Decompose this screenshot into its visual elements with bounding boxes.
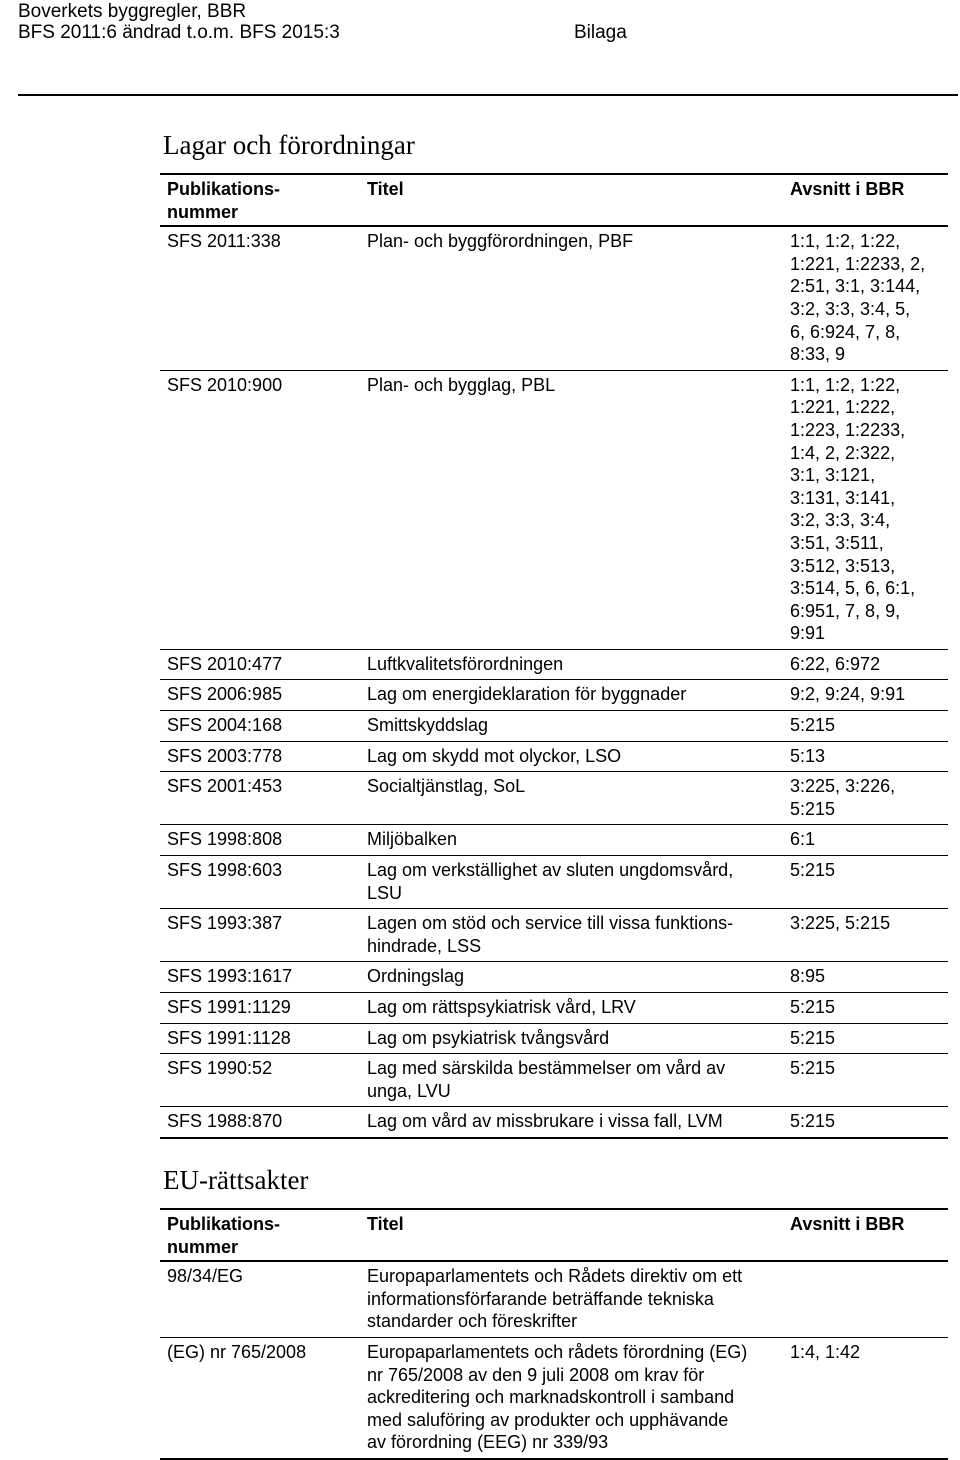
bbr-section-cell bbox=[786, 772, 948, 825]
cell-text: 3:225, 5:215 bbox=[790, 913, 891, 934]
cell-text: 1:221, 1:2233, 2, bbox=[790, 253, 926, 274]
title-cell bbox=[360, 909, 786, 962]
column-header-title bbox=[360, 174, 786, 226]
title-cell bbox=[360, 1054, 786, 1107]
table-header-row bbox=[160, 1209, 948, 1261]
cell-text: Miljöbalken bbox=[367, 829, 458, 850]
cell-text: SFS 2010:900 bbox=[167, 374, 283, 395]
title-cell bbox=[360, 741, 786, 772]
publication-number-cell bbox=[160, 1023, 360, 1054]
publication-number-cell bbox=[160, 1261, 360, 1337]
cell-text: 6:951, 7, 8, 9, bbox=[790, 600, 901, 621]
table-row bbox=[160, 909, 948, 962]
table-row bbox=[160, 226, 948, 370]
table-row bbox=[160, 993, 948, 1024]
cell-text: Europaparlamentets och Rådets direktiv om ett bbox=[367, 1266, 743, 1287]
page-header bbox=[18, 0, 958, 96]
bbr-section-cell bbox=[786, 993, 948, 1024]
publication-number-cell bbox=[160, 711, 360, 742]
cell-text: Lag om verkställighet av sluten ungdomsvård, bbox=[367, 860, 734, 881]
table-row bbox=[160, 741, 948, 772]
bbr-section-cell bbox=[786, 825, 948, 856]
publication-number-cell bbox=[160, 370, 360, 649]
cell-text: 98/34/EG bbox=[167, 1266, 244, 1287]
cell-text: SFS 2004:168 bbox=[167, 715, 283, 736]
cell-text: 3:2, 3:3, 3:4, bbox=[790, 510, 891, 531]
cell-text: 3:2, 3:3, 3:4, 5, bbox=[790, 298, 911, 319]
cell-text: SFS 2010:477 bbox=[167, 653, 283, 674]
publication-number-cell bbox=[160, 1337, 360, 1458]
publication-number-cell bbox=[160, 1054, 360, 1107]
publication-number-cell bbox=[160, 825, 360, 856]
cell-text: Lag om vård av missbrukare i vissa fall, LVM bbox=[367, 1111, 723, 1132]
cell-text: 8:95 bbox=[790, 966, 826, 987]
eu-acts-table-header bbox=[160, 1209, 948, 1261]
table-row bbox=[160, 1054, 948, 1107]
publication-number-cell bbox=[160, 680, 360, 711]
bbr-section-cell bbox=[786, 370, 948, 649]
publication-number-cell bbox=[160, 993, 360, 1024]
column-header-bbr-section bbox=[786, 1209, 948, 1261]
publication-number-cell bbox=[160, 226, 360, 370]
cell-text: SFS 1993:1617 bbox=[167, 966, 293, 987]
cell-text: 5:215 bbox=[790, 1058, 836, 1079]
title-cell bbox=[360, 1023, 786, 1054]
cell-text: Lag med särskilda bestämmelser om vård av bbox=[367, 1058, 726, 1079]
cell-text: av förordning (EEG) nr 339/93 bbox=[367, 1432, 609, 1453]
bbr-section-cell bbox=[786, 1107, 948, 1138]
title-cell bbox=[360, 1261, 786, 1337]
cell-text: (EG) nr 765/2008 bbox=[167, 1341, 307, 1362]
table-row bbox=[160, 370, 948, 649]
cell-text: 9:91 bbox=[790, 623, 826, 644]
bbr-section-cell bbox=[786, 680, 948, 711]
cell-text: SFS 1988:870 bbox=[167, 1111, 283, 1132]
cell-text: Europaparlamentets och rådets förordning (EG) bbox=[367, 1341, 748, 1362]
laws-table-body bbox=[160, 226, 948, 1138]
cell-text: unga, LVU bbox=[367, 1080, 451, 1101]
column-header-text: nummer bbox=[167, 201, 239, 222]
bbr-section-cell bbox=[786, 909, 948, 962]
cell-text: ackreditering och marknadskontroll i samband bbox=[367, 1387, 735, 1408]
cell-text: 1:1, 1:2, 1:22, bbox=[790, 231, 901, 252]
cell-text: 3:131, 3:141, bbox=[790, 487, 896, 508]
publication-number-cell bbox=[160, 909, 360, 962]
header-publication-title: Boverkets byggregler, BBR bbox=[18, 1, 247, 22]
title-cell bbox=[360, 226, 786, 370]
table-row bbox=[160, 680, 948, 711]
table-row bbox=[160, 772, 948, 825]
bbr-section-cell bbox=[786, 711, 948, 742]
laws-table bbox=[160, 173, 948, 1139]
cell-text: 6, 6:924, 7, 8, bbox=[790, 321, 901, 342]
table-row bbox=[160, 962, 948, 993]
header-publication-version: BFS 2011:6 ändrad t.o.m. BFS 2015:3 bbox=[18, 22, 340, 43]
eu-acts-table bbox=[160, 1208, 948, 1460]
title-cell bbox=[360, 1107, 786, 1138]
column-header-text: nummer bbox=[167, 1236, 239, 1257]
column-header-text: Avsnitt i BBR bbox=[790, 179, 905, 199]
column-header-text: Avsnitt i BBR bbox=[790, 1214, 905, 1234]
cell-text: 5:13 bbox=[790, 745, 826, 766]
column-header-number bbox=[160, 174, 360, 226]
cell-text: SFS 1998:603 bbox=[167, 860, 283, 881]
cell-text: med saluföring av produkter och upphävande bbox=[367, 1409, 729, 1430]
cell-text: 5:215 bbox=[790, 1111, 836, 1132]
column-header-text: Publikations- bbox=[167, 1214, 281, 1234]
cell-text: 3:512, 3:513, bbox=[790, 555, 896, 576]
table-row bbox=[160, 1023, 948, 1054]
table-row bbox=[160, 1261, 948, 1337]
bbr-section-cell bbox=[786, 226, 948, 370]
cell-text: 5:215 bbox=[790, 715, 836, 736]
cell-text: 3:51, 3:511, bbox=[790, 532, 884, 553]
cell-text: 3:1, 3:121, bbox=[790, 465, 876, 486]
table-header-row bbox=[160, 174, 948, 226]
table-row bbox=[160, 1337, 948, 1458]
column-header-title bbox=[360, 1209, 786, 1261]
cell-text: Plan- och byggförordningen, PBF bbox=[367, 231, 634, 252]
bbr-section-cell bbox=[786, 1023, 948, 1054]
cell-text: Lag om psykiatrisk tvångsvård bbox=[367, 1027, 610, 1048]
cell-text: 3:514, 5, 6, 6:1, bbox=[790, 578, 916, 599]
cell-text: 1:4, 1:42 bbox=[790, 1341, 861, 1362]
publication-number-cell bbox=[160, 856, 360, 909]
title-cell bbox=[360, 711, 786, 742]
table-row bbox=[160, 711, 948, 742]
cell-text: Lagen om stöd och service till vissa funktions- bbox=[367, 913, 734, 934]
section-heading-eu-acts: EU-rättsakter bbox=[163, 1165, 309, 1195]
cell-text: 3:225, 3:226, bbox=[790, 776, 896, 797]
publication-number-cell bbox=[160, 741, 360, 772]
bbr-section-cell bbox=[786, 856, 948, 909]
cell-text: Socialtjänstlag, SoL bbox=[367, 776, 526, 797]
header-appendix-label: Bilaga bbox=[574, 22, 627, 43]
bbr-section-cell bbox=[786, 962, 948, 993]
cell-text: 6:1 bbox=[790, 829, 816, 850]
cell-text: Ordningslag bbox=[367, 966, 465, 987]
bbr-section-cell bbox=[786, 649, 948, 680]
cell-text: 1:223, 1:2233, bbox=[790, 419, 906, 440]
cell-text: 1:4, 2, 2:322, bbox=[790, 442, 896, 463]
cell-text: 2:51, 3:1, 3:144, bbox=[790, 276, 921, 297]
title-cell bbox=[360, 825, 786, 856]
cell-text: SFS 1998:808 bbox=[167, 829, 283, 850]
title-cell bbox=[360, 856, 786, 909]
publication-number-cell bbox=[160, 649, 360, 680]
column-header-number bbox=[160, 1209, 360, 1261]
table-row bbox=[160, 856, 948, 909]
column-header-bbr-section bbox=[786, 174, 948, 226]
title-cell bbox=[360, 1337, 786, 1458]
cell-text: SFS 1991:1129 bbox=[167, 997, 291, 1017]
cell-text: SFS 2003:778 bbox=[167, 745, 283, 766]
bbr-section-cell bbox=[786, 741, 948, 772]
publication-number-cell bbox=[160, 1107, 360, 1138]
cell-text: Lag om rättspsykiatrisk vård, LRV bbox=[367, 997, 636, 1017]
cell-text: SFS 1990:52 bbox=[167, 1058, 273, 1079]
column-header-text: Titel bbox=[367, 179, 404, 199]
cell-text: SFS 2006:985 bbox=[167, 684, 283, 705]
cell-text: LSU bbox=[367, 882, 403, 903]
title-cell bbox=[360, 772, 786, 825]
cell-text: Lag om skydd mot olyckor, LSO bbox=[367, 745, 622, 766]
cell-text: informationsförfarande beträffande tekniska bbox=[367, 1288, 714, 1309]
title-cell bbox=[360, 993, 786, 1024]
table-row bbox=[160, 1107, 948, 1138]
laws-table-header bbox=[160, 174, 948, 226]
column-header-text: Titel bbox=[367, 1214, 404, 1234]
cell-text: 5:215 bbox=[790, 1027, 836, 1048]
cell-text: Lag om energideklaration för byggnader bbox=[367, 684, 687, 705]
cell-text: 5:215 bbox=[790, 860, 836, 881]
publication-number-cell bbox=[160, 772, 360, 825]
cell-text: 5:215 bbox=[790, 997, 836, 1017]
publication-number-cell bbox=[160, 962, 360, 993]
eu-acts-table-body bbox=[160, 1261, 948, 1459]
cell-text: Plan- och bygglag, PBL bbox=[367, 374, 556, 395]
title-cell bbox=[360, 680, 786, 711]
bbr-section-cell bbox=[786, 1337, 948, 1458]
section-heading-laws: Lagar och förordningar bbox=[163, 130, 415, 160]
bbr-section-cell bbox=[786, 1054, 948, 1107]
cell-text: Smittskyddslag bbox=[367, 715, 489, 736]
cell-text: 1:221, 1:222, bbox=[790, 397, 896, 418]
bbr-section-cell bbox=[786, 1261, 948, 1337]
cell-text: Luftkvalitetsförordningen bbox=[367, 653, 564, 674]
cell-text: 6:22, 6:972 bbox=[790, 653, 881, 674]
cell-text: hindrade, LSS bbox=[367, 935, 482, 956]
cell-text: nr 765/2008 av den 9 juli 2008 om krav för bbox=[367, 1364, 705, 1385]
header-divider bbox=[18, 94, 958, 96]
cell-text: SFS 2011:338 bbox=[167, 231, 281, 252]
table-row bbox=[160, 649, 948, 680]
cell-text: 9:2, 9:24, 9:91 bbox=[790, 684, 906, 705]
cell-text: SFS 1993:387 bbox=[167, 913, 283, 934]
cell-text: SFS 2001:453 bbox=[167, 776, 283, 797]
cell-text: 8:33, 9 bbox=[790, 344, 846, 365]
cell-text: standarder och föreskrifter bbox=[367, 1311, 578, 1332]
cell-text: 1:1, 1:2, 1:22, bbox=[790, 374, 901, 395]
title-cell bbox=[360, 649, 786, 680]
cell-text: SFS 1991:1128 bbox=[167, 1027, 291, 1048]
table-row bbox=[160, 825, 948, 856]
title-cell bbox=[360, 370, 786, 649]
column-header-text: Publikations- bbox=[167, 179, 281, 199]
cell-text: 5:215 bbox=[790, 798, 836, 819]
title-cell bbox=[360, 962, 786, 993]
